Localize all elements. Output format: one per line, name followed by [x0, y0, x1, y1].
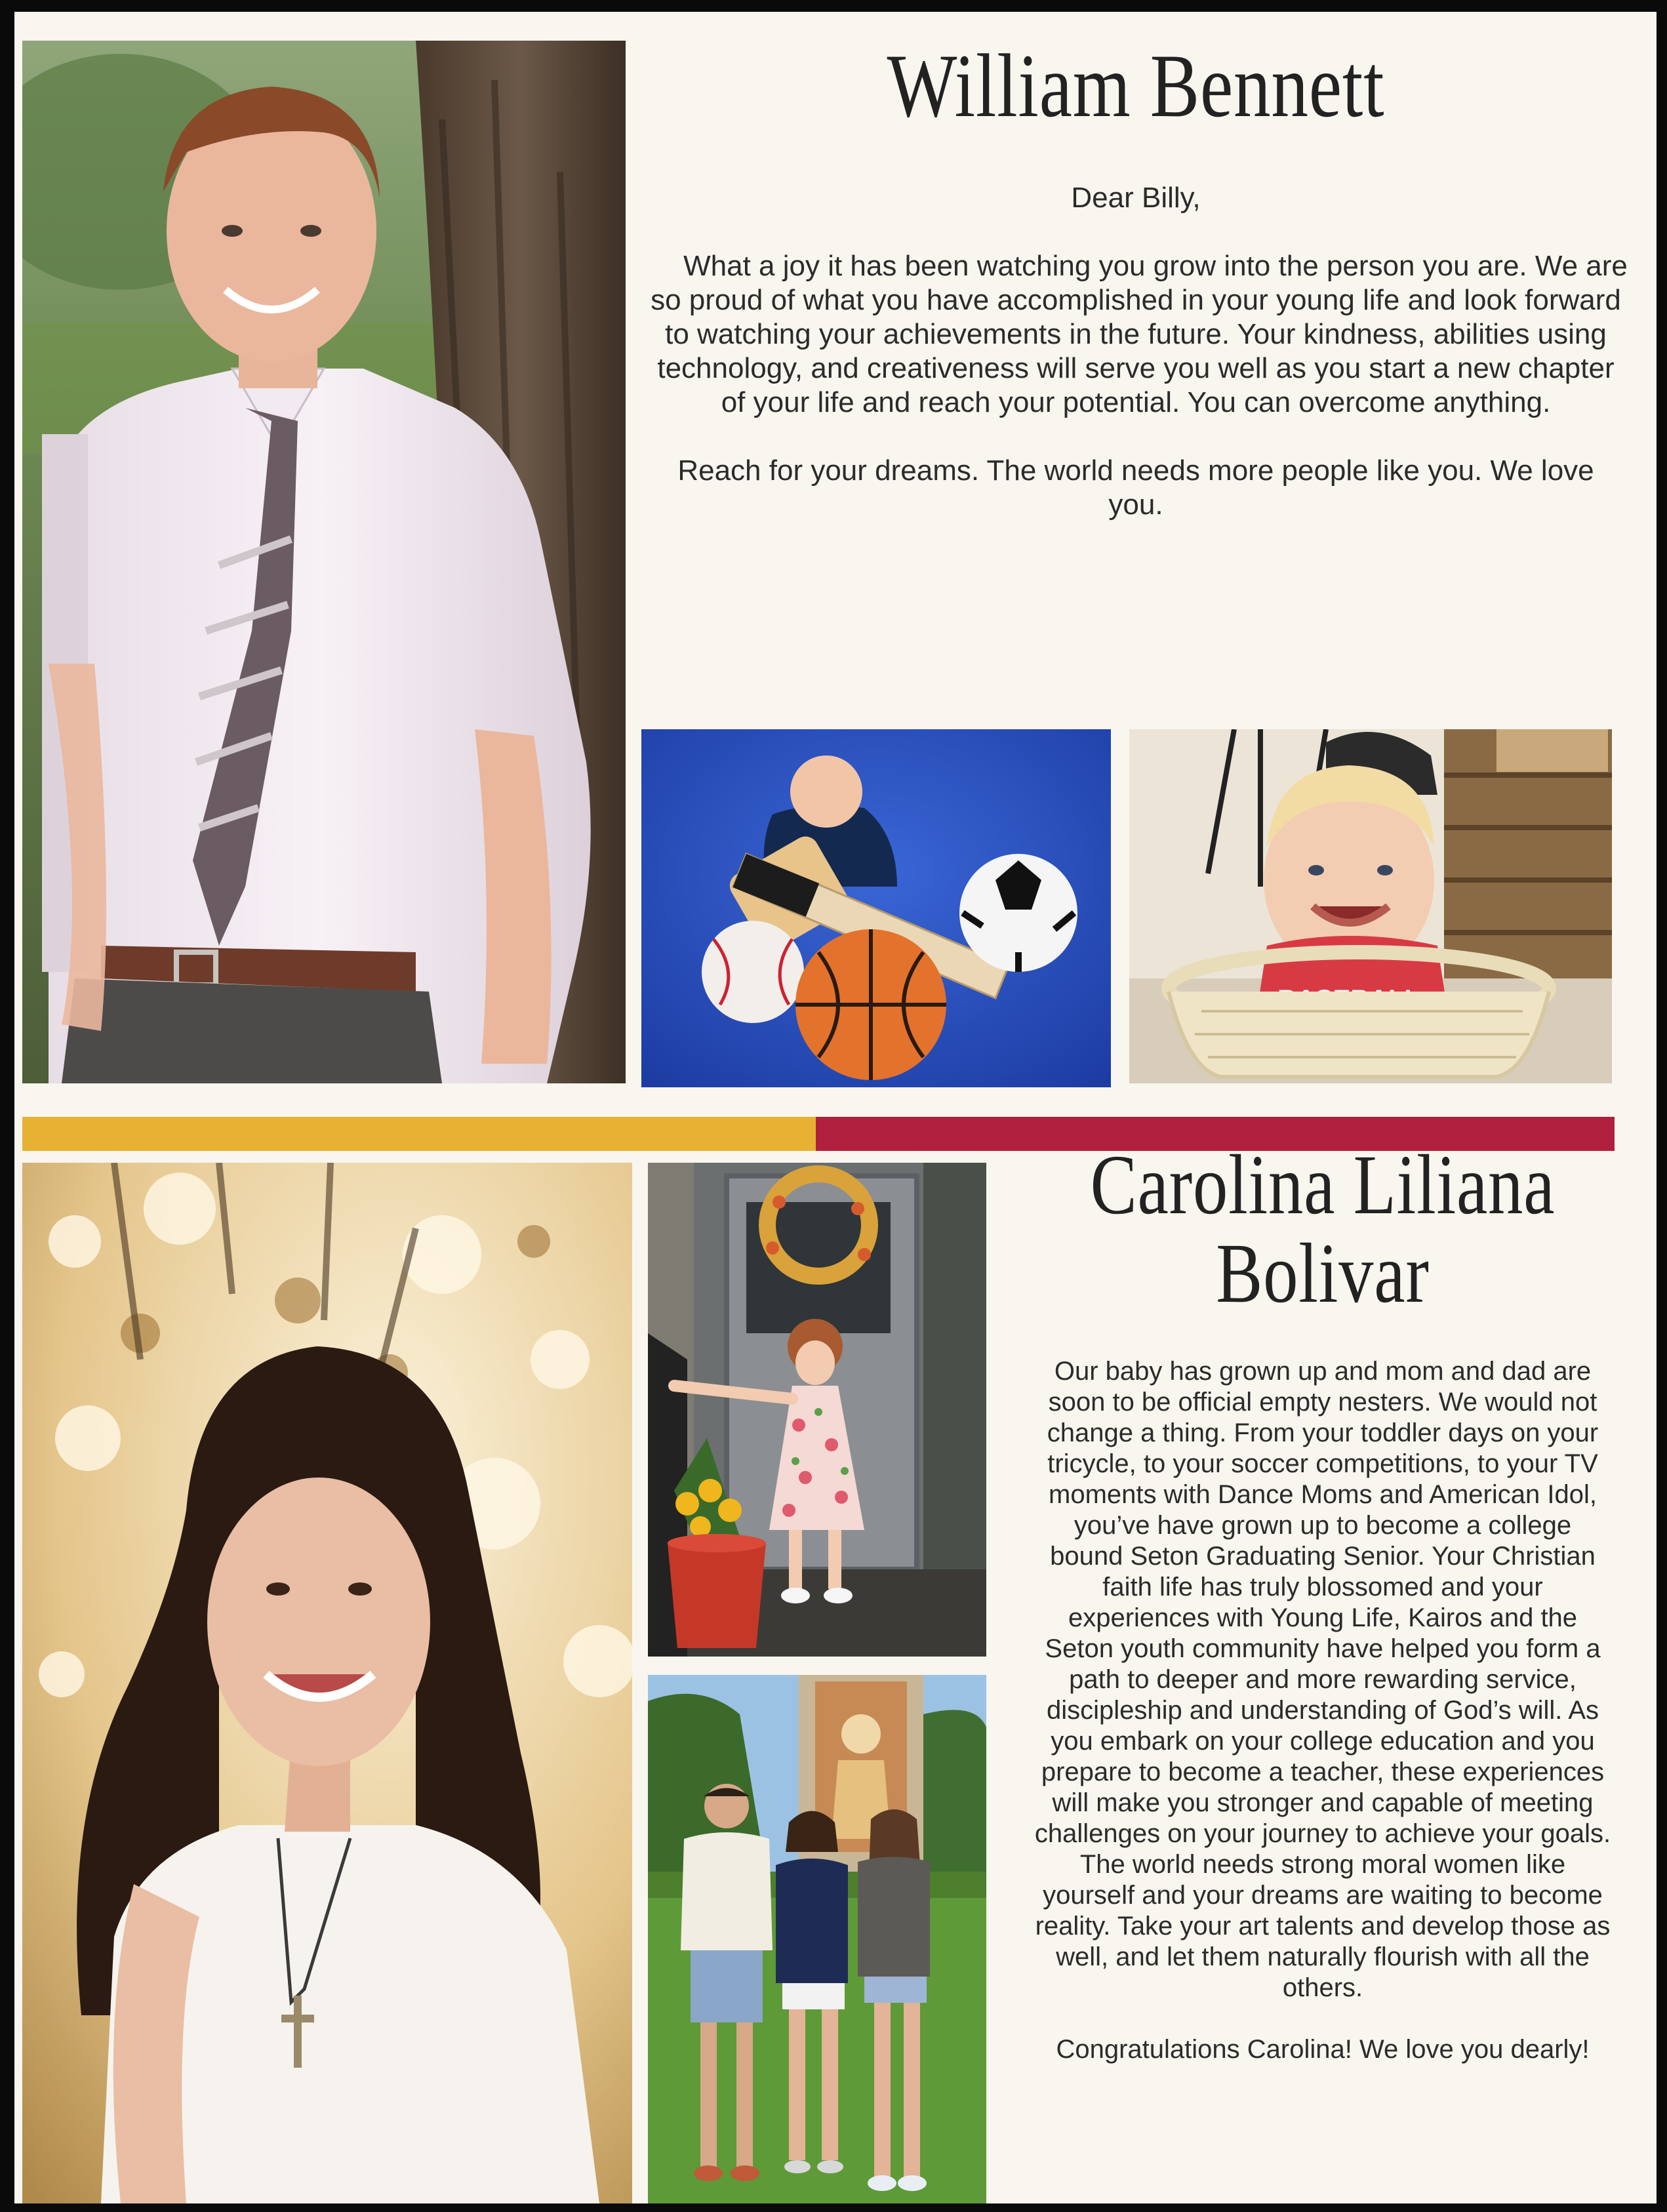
- william-name-heading: William Bennett: [887, 35, 1385, 136]
- name-line-2: Bolivar: [1216, 1226, 1430, 1321]
- baby-in-basket-photo: [1129, 729, 1612, 1083]
- letter-body: Our baby has grown up and mom and dad are soon to be official empty nesters. We would not change a thing. From your toddler days on your tricycle, to your soccer competitions, to your TV moments with Dance Moms and American Idol, you’ve have grown up to become a college bound Seton Graduating Senior. Your Christian faith life has truly blossomed and your experiences with Young Life, Kairos and the Seton youth community have helped you form a path to deeper and more rewarding service, discipleship and understanding of God’s will. As you embark on your college education and you prepare to become a teacher, these experiences will make you stronger and capable of meeting challenges on your journey to achieve your goals. The world needs strong moral women like yourself and your dreams are waiting to become reality. Take your art talents and develop those as well, and let them naturally flourish with all the others.: [1034, 1357, 1611, 2002]
- yearbook-page: [14, 12, 1657, 2203]
- letter-body: What a joy it has been watching you grow into the person you are. We are so proud of what you have accomplished in your young life and look forward to watching your achievements in the future. Your kindness, abilities using technology, and creativeness will serve you well as you start a new chapter of your life and reach your potential. You can overcome anything.: [651, 250, 1628, 418]
- letter-salutation: Dear Billy,: [1071, 182, 1201, 214]
- family-campus-photo: [648, 1675, 986, 2203]
- baby-sports-balls-photo: [641, 729, 1111, 1087]
- william-letter: [644, 181, 1628, 522]
- letter-closing: Reach for your dreams. The world needs more people like you. We love you.: [677, 454, 1594, 521]
- carolina-name-heading: [1068, 1138, 1578, 1321]
- divider-bar-gold: [22, 1117, 816, 1151]
- carolina-letter: [1034, 1356, 1611, 2065]
- name-line-1: Carolina Liliana: [1090, 1138, 1556, 1232]
- toddler-at-front-door-photo: [648, 1163, 986, 1657]
- william-senior-portrait: [22, 41, 626, 1083]
- carolina-senior-portrait: [22, 1163, 632, 2203]
- letter-closing: Congratulations Carolina! We love you dearly!: [1056, 2035, 1590, 2064]
